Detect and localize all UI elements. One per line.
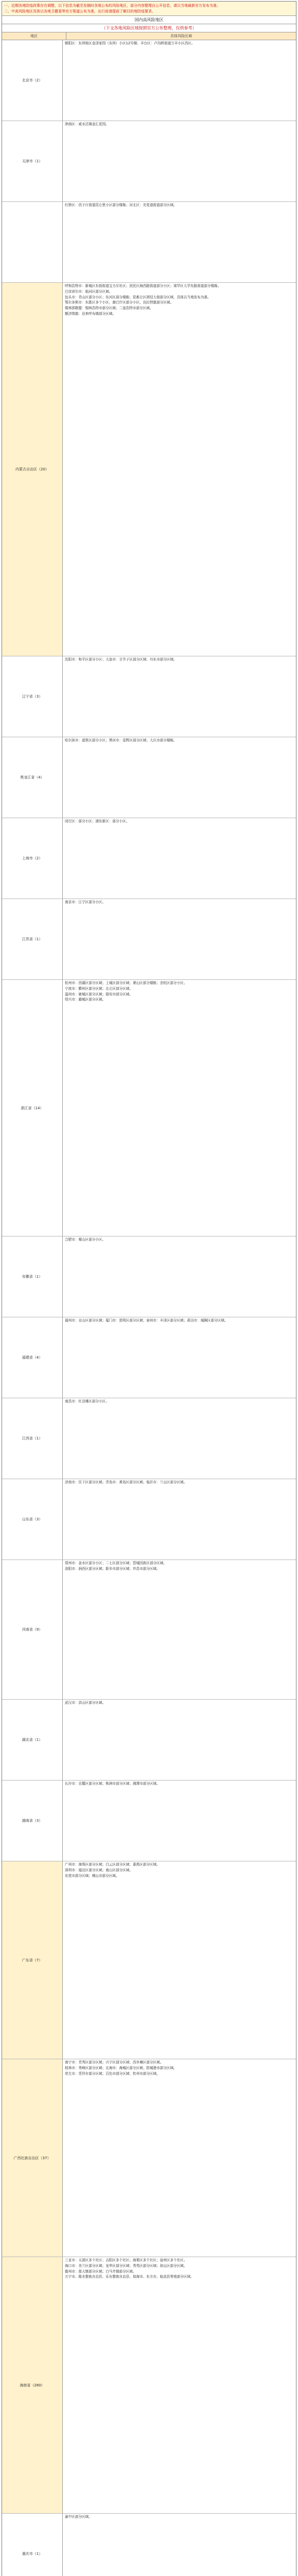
table-row bbox=[2, 1781, 296, 1861]
region-cell: 广西壮族自治区（37） bbox=[2, 2059, 63, 2257]
region-cell: 安徽省（1） bbox=[2, 1236, 63, 1317]
risk-areas-cell bbox=[63, 2059, 296, 2257]
risk-area-text: 洛阳市：涧西区部分区域；新乡市部分区域；许昌市部分区域。 bbox=[65, 1566, 160, 1571]
table-body bbox=[2, 40, 296, 2576]
region-cell: 浙江省（14） bbox=[2, 980, 63, 1236]
risk-area-text: 崇左市：凭祥市部分区域；百色市部分区域；钦州市部分区域。 bbox=[65, 2071, 160, 2076]
risk-areas-cell bbox=[63, 283, 296, 656]
risk-area-table bbox=[2, 1, 296, 2576]
risk-area-text: 杭州市：西湖区部分区域；上城区部分区域；萧山区部分楼栋；余杭区部分小区。 bbox=[65, 981, 187, 985]
risk-areas-cell bbox=[63, 980, 296, 1236]
region-cell: 内蒙古自治区（20） bbox=[2, 283, 63, 656]
region-cell: 河南省（9） bbox=[2, 1560, 63, 1699]
risk-area-text: 儋州市：那大镇部分区域；白马井镇部分区域。 bbox=[65, 2269, 136, 2274]
region-cell: 上海市（2） bbox=[2, 818, 63, 899]
risk-areas-cell bbox=[63, 2257, 296, 2513]
table-title: 国内高风险地区 bbox=[134, 18, 164, 22]
risk-area-text: 长沙市：岳麓区部分区域；株洲市部分区域；湘潭市部分区域。 bbox=[65, 1782, 160, 1786]
risk-area-text: 海口市：美兰区部分区域；龙华区部分区域；秀英区部分区域；琼山区部分区域。 bbox=[65, 2263, 187, 2268]
risk-areas-cell bbox=[63, 818, 296, 899]
risk-areas-cell bbox=[63, 656, 296, 737]
risk-area-text: 桂林市：秀峰区部分区域；北海市：海城区部分区域；防城港市部分区域。 bbox=[65, 2065, 177, 2070]
risk-areas-cell bbox=[63, 202, 296, 282]
risk-areas-cell bbox=[63, 1781, 296, 1861]
risk-area-text: 南宁市：青秀区部分区域；兴宁区部分区域；西乡塘区部分区域。 bbox=[65, 2060, 164, 2064]
region-cell: 江西省（1） bbox=[2, 1398, 63, 1479]
risk-area-text: 巴彦淖尔市：临河区部分区域。 bbox=[65, 289, 113, 294]
table-row bbox=[2, 899, 296, 980]
risk-area-text: 额济纳旗：达来呼布镇部分区域。 bbox=[65, 311, 116, 316]
table-row bbox=[2, 40, 296, 121]
risk-area-text: 万宁市、陵水黎族自治县、乐东黎族自治县、琼海市、东方市、临高县等地部分区域。 bbox=[65, 2275, 194, 2279]
region-cell: 广东省（7） bbox=[2, 1861, 63, 2059]
risk-areas-cell bbox=[63, 1317, 296, 1398]
table-row bbox=[2, 818, 296, 899]
risk-area-text: 福州市：仓山区部分区域；厦门市：思明区部分区域；泉州市：丰泽区部分区域；莆田市：城厢区部分区域。 bbox=[65, 1318, 228, 1323]
risk-area-text: 沈阳市：和平区部分小区；大连市：甘井子区部分区域；丹东市部分区域。 bbox=[65, 657, 177, 662]
risk-area-text: 广州市：海珠区部分区域；白云区部分区域；番禺区部分区域。 bbox=[65, 1862, 160, 1867]
risk-areas-cell bbox=[63, 1236, 296, 1317]
region-cell: 重庆市（1） bbox=[2, 2514, 63, 2576]
risk-area-text: 锡林郭勒盟：锡林浩特市部分区域；二连浩特市部分区域。 bbox=[65, 306, 153, 311]
risk-area-text: 合肥市：蜀山区部分小区。 bbox=[65, 1238, 106, 1242]
risk-area-text: 武汉市：洪山区部分区域。 bbox=[65, 1701, 106, 1705]
risk-area-text: 鄂尔多斯市：东胜区多个小区，康巴什区部分小区，达拉特旗部分区域。 bbox=[65, 300, 173, 305]
risk-areas-cell bbox=[63, 121, 296, 201]
column-header-areas: 具体风险区域 bbox=[170, 34, 192, 38]
risk-area-text: 温州市：鹿城区部分区域；瑞安市部分区域。 bbox=[65, 992, 133, 996]
risk-areas-cell bbox=[63, 1861, 296, 2059]
risk-area-text: 绍兴市：越城区部分区域。 bbox=[65, 997, 106, 1002]
risk-area-text: 红桥区：西于庄街道昆仑里小区部分楼栋；河北区：光复道街道部分区域。 bbox=[65, 203, 177, 207]
risk-area-text: 南昌市：红谷滩区部分小区。 bbox=[65, 1399, 109, 1403]
region-cell: 黑龙江省（4） bbox=[2, 737, 63, 818]
table-row bbox=[2, 1861, 296, 2059]
table-row bbox=[2, 737, 296, 818]
table-row bbox=[2, 656, 296, 737]
table-row bbox=[2, 1560, 296, 1700]
table-row bbox=[2, 1479, 296, 1560]
risk-area-text: 包头市：青山区部分小区；东河区部分楼栋；昆都仑区团结大街部分区域，具体以当地发布为准。 bbox=[65, 295, 211, 299]
risk-areas-cell bbox=[63, 1398, 296, 1479]
subtitle-row bbox=[2, 24, 296, 32]
region-cell: 辽宁省（3） bbox=[2, 656, 63, 737]
risk-areas-cell bbox=[63, 1560, 296, 1699]
risk-area-text: 呼和浩特市：新城区东街街道宝力尔社区；回民区海西路街道部分小区；赛罕区大学东路街道部分楼栋。 bbox=[65, 284, 221, 288]
table-row bbox=[2, 283, 296, 656]
note-line: 二、中高风险地区具体以各地卫健委等官方渠道公布为准，出行前请提前了解目的地防疫要求。 bbox=[4, 9, 155, 13]
table-row bbox=[2, 2257, 296, 2514]
risk-areas-cell bbox=[63, 737, 296, 818]
risk-areas-cell bbox=[63, 40, 296, 121]
region-cell: 湖南省（3） bbox=[2, 1781, 63, 1861]
region-cell bbox=[2, 202, 63, 282]
region-cell: 江苏省（1） bbox=[2, 899, 63, 979]
risk-areas-cell bbox=[63, 1479, 296, 1560]
table-row bbox=[2, 2514, 296, 2576]
risk-areas-cell bbox=[63, 2514, 296, 2576]
risk-area-text: 三亚市：天涯区多个社区；吉阳区多个社区；海棠区多个社区；崖州区多个社区。 bbox=[65, 2258, 187, 2262]
table-row bbox=[2, 1236, 296, 1317]
risk-area-text: 津南区：咸水沽镇金汇花园。 bbox=[65, 122, 109, 126]
risk-area-text: 渝中区部分区域。 bbox=[65, 2515, 92, 2519]
column-header bbox=[2, 32, 296, 40]
risk-area-text: 深圳市：福田区部分区域；南山区部分区域。 bbox=[65, 1868, 133, 1872]
risk-area-text: 南京市：江宁区部分小区。 bbox=[65, 900, 106, 904]
table-row bbox=[2, 1317, 296, 1398]
region-cell: 福建省（4） bbox=[2, 1317, 63, 1398]
table-row bbox=[2, 2059, 296, 2257]
region-cell: 北京市（2） bbox=[2, 40, 63, 121]
risk-area-text: 东莞市部分区域；佛山市部分区域。 bbox=[65, 1873, 119, 1878]
column-header-region: 地区 bbox=[2, 32, 66, 40]
risk-area-text: 宁波市：鄞州区部分区域；北仑区部分区域。 bbox=[65, 986, 133, 991]
region-cell: 湖北省（1） bbox=[2, 1700, 63, 1780]
table-subtitle: （下文各地风险区域按照官方公布整理，仅供参考） bbox=[101, 26, 197, 30]
risk-areas-cell bbox=[63, 1700, 296, 1780]
risk-areas-cell bbox=[63, 899, 296, 979]
note-line: 一、近期各地防疫政策存在调整，以下信息为截至发稿时各地公布的风险地区，部分内容整理自公开信息，请以当地最新官方发布为准。 bbox=[4, 4, 220, 8]
table-row bbox=[2, 202, 296, 283]
risk-area-text: 朝阳区：东坝地区金泽家园（东坝）小区12号楼；丰台区：卢沟桥街道万丰小区西区。 bbox=[65, 41, 195, 45]
risk-area-text: 闵行区：部分小区；浦东新区：部分小区。 bbox=[65, 819, 130, 823]
region-cell: 海南省（280） bbox=[2, 2257, 63, 2513]
risk-area-text: 郑州市：金水区部分小区；二七区部分区域；管城回族区部分区域。 bbox=[65, 1561, 167, 1565]
region-cell: 天津市（1） bbox=[2, 121, 63, 201]
table-row bbox=[2, 121, 296, 202]
table-row bbox=[2, 980, 296, 1236]
table-row bbox=[2, 1700, 296, 1781]
risk-area-text: 哈尔滨市：道里区部分小区；黑河市：爱辉区部分区域；大庆市部分楼栋。 bbox=[65, 738, 177, 742]
region-cell: 山东省（3） bbox=[2, 1479, 63, 1560]
risk-area-text: 济南市：历下区部分区域；青岛市：黄岛区部分区域；临沂市：兰山区部分区域。 bbox=[65, 1480, 187, 1484]
title-row bbox=[2, 16, 296, 24]
top-note bbox=[2, 2, 296, 16]
table-row bbox=[2, 1398, 296, 1479]
